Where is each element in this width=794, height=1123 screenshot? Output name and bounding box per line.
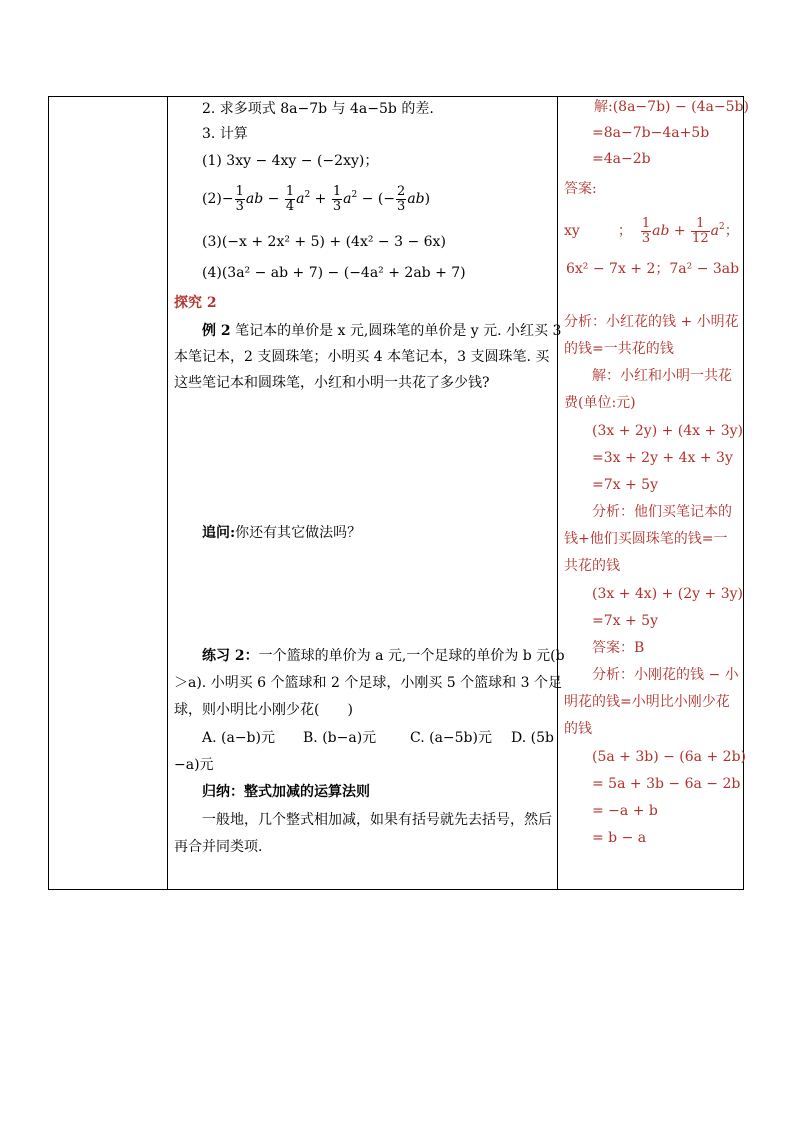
solution-1-line-1 <box>594 98 749 116</box>
question-3-part-4: (4)(3a² − ab + 7) − (−4a² + 2ab + 7) <box>202 265 466 281</box>
question-3-part-2 <box>202 183 430 215</box>
answer-fraction-expr: $\frac{1}{3}$ ab + $\frac{1}{12}$ $a^2$； <box>641 215 739 246</box>
solution-3-line-2: =7x + 5y <box>592 613 658 629</box>
solution-4-line-3: = −a + b <box>592 803 658 819</box>
solution-4-line-1: (5a + 3b) − (6a + 2b) <box>592 749 746 765</box>
solution-2-line-3: (3x + 2y) + (4x + 3y) <box>592 423 743 439</box>
solution-1-line-2: =8a−7b−4a+5b <box>592 125 710 141</box>
solution-2-line-5: =7x + 5y <box>592 477 658 493</box>
option-a: A. (a−b)元 <box>202 730 275 746</box>
solution-2-line-2: 费(单位:元) <box>564 395 636 411</box>
practice-2-line-1 <box>202 647 565 665</box>
analysis-2-line-3: 共花的钱 <box>564 558 620 574</box>
question-3-part-2-expr: − $\frac{1}{3}$ ab − $\frac{1}{4}$ $a^2$ + $\frac{1}{3}$ $a^2$ − (− $\frac{2}{3}$ ab) <box>221 183 431 214</box>
question-3-part-2-label: (2) <box>202 191 222 207</box>
practice-2-label: 练习 2： <box>202 648 259 664</box>
example-2-line-2: 本笔记本，2 支圆珠笔；小明买 4 本笔记本，3 支圆珠笔. 买 <box>174 349 550 365</box>
option-c: C. (a−5b)元 <box>410 730 492 746</box>
solution-1-expr: (8a−7b) − (4a−5b) <box>612 99 749 115</box>
option-d: D. (5b <box>511 730 554 746</box>
analysis-3-line-2: 明花的钱=小明比小刚少花 <box>564 694 730 710</box>
solution-2-line-1: 解：小红和小明一共花 <box>592 368 732 384</box>
left-column <box>49 97 167 889</box>
solution-4-line-4: = b − a <box>592 830 647 846</box>
analysis-1-line-1: 分析：小红花的钱 + 小明花 <box>564 314 739 330</box>
solution-1-label: 解: <box>594 99 613 115</box>
lesson-table <box>48 96 749 890</box>
solution-1-line-3: =4a−2b <box>592 151 651 167</box>
answer-label: 答案: <box>564 181 597 197</box>
summary-line-1: 一般地，几个整式相加减，如果有括号就先去括号，然后 <box>202 812 552 828</box>
follow-up-text: 你还有其它做法吗？ <box>235 525 362 541</box>
example-2-line-1 <box>202 322 561 340</box>
example-2-label: 例 2 <box>202 323 231 339</box>
answer-separator: ； <box>617 223 632 239</box>
question-3-part-3: (3)(−x + 2x² + 5) + (4x² − 3 − 6x) <box>202 234 446 250</box>
option-b: B. (b−a)元 <box>303 730 377 746</box>
analysis-3-line-3: 的钱 <box>564 721 592 737</box>
example-2-text: 笔记本的单价是 x 元,圆珠笔的单价是 y 元. 小红买 3 <box>235 323 562 339</box>
practice-2-text: 一个篮球的单价为 a 元,一个足球的单价为 b 元(b <box>258 648 565 664</box>
right-column <box>558 97 749 889</box>
analysis-1-line-2: 的钱=一共花的钱 <box>564 341 674 357</box>
analysis-2-line-2: 钱+他们买圆珠笔的钱=一 <box>564 531 728 547</box>
explore-2-heading: 探究 2 <box>174 295 217 311</box>
answer-line-1 <box>564 215 739 247</box>
summary-heading: 归纳：整式加减的运算法则 <box>202 784 370 800</box>
follow-up-label: 追问: <box>202 525 236 541</box>
solution-2-line-4: =3x + 2y + 4x + 3y <box>592 450 733 466</box>
answer-xy: xy <box>564 223 580 239</box>
solution-4-line-2: = 5a + 3b − 6a − 2b <box>592 776 741 792</box>
question-2: 2. 求多项式 8a−7b 与 4a−5b 的差. <box>202 101 434 117</box>
question-3-part-1: (1) 3xy − 4xy − (−2xy)； <box>202 153 379 169</box>
solution-3-line-1: (3x + 4x) + (2y + 3y) <box>592 586 743 602</box>
practice-2-line-2: ＞a). 小明买 6 个篮球和 2 个足球，小刚买 5 个篮球和 3 个足 <box>174 675 562 691</box>
practice-2-line-3: 球，则小明比小刚少花( ) <box>174 702 353 718</box>
option-d-continued: −a)元 <box>174 757 214 773</box>
answer-line-2: 6x² − 7x + 2；7a² − 3ab <box>566 261 740 277</box>
example-2-line-3: 这些笔记本和圆珠笔，小红和小明一共花了多少钱? <box>174 375 490 391</box>
analysis-2-line-1: 分析：他们买笔记本的 <box>592 504 732 520</box>
middle-column <box>168 97 565 889</box>
analysis-3-line-1: 分析：小刚花的钱 − 小 <box>592 667 739 683</box>
answer-2: 答案：B <box>592 640 645 656</box>
summary-line-2: 再合并同类项. <box>174 839 263 855</box>
follow-up-question <box>202 524 361 542</box>
question-3-heading: 3. 计算 <box>202 126 248 142</box>
